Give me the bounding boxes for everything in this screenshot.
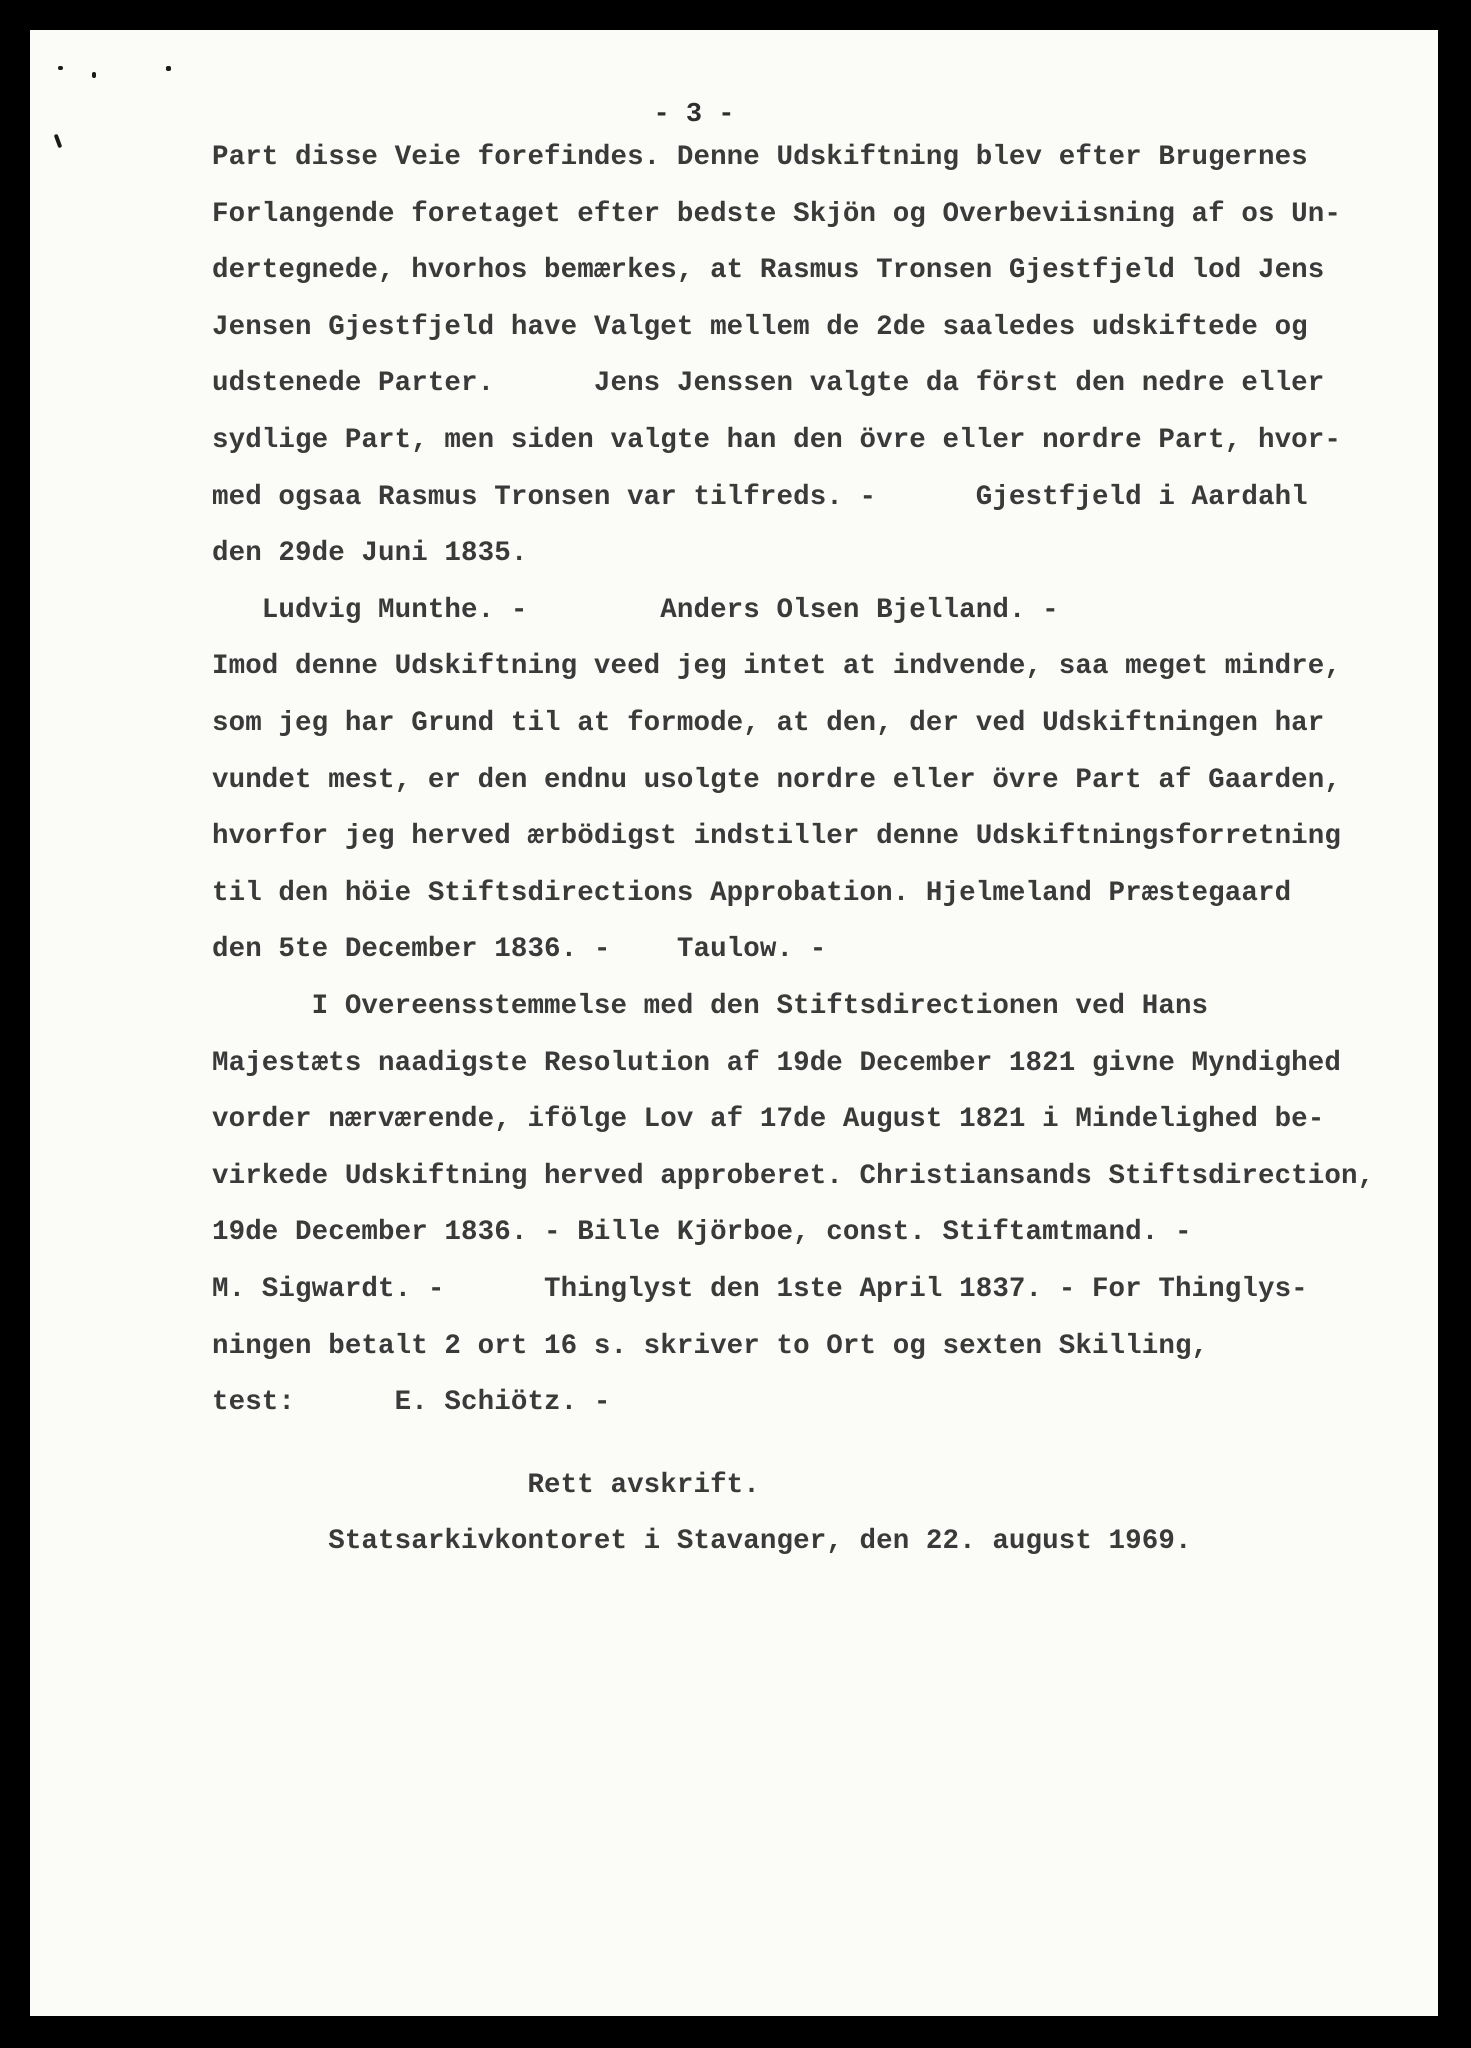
text-line: ningen betalt 2 ort 16 s. skriver to Ort og sexten Skilling, — [212, 1331, 1209, 1362]
text-line: udstenede Parter. Jens Jenssen valgte da först den nedre eller — [212, 368, 1325, 399]
text-line: I Overeensstemmelse med den Stiftsdirectionen ved Hans — [212, 991, 1209, 1022]
text-line: hvorfor jeg herved ærbödigst indstiller denne Udskiftningsforretning — [212, 821, 1341, 852]
scan-speck — [92, 72, 96, 78]
text-line: til den höie Stiftsdirections Approbation. Hjelmeland Præstegaard — [212, 878, 1292, 909]
text-line: den 5te December 1836. - Taulow. - — [212, 934, 827, 965]
text-line: 19de December 1836. - Bille Kjörboe, const. Stiftamtmand. - — [212, 1217, 1192, 1248]
text-line: test: E. Schiötz. - — [212, 1387, 611, 1418]
text-line: Ludvig Munthe. - Anders Olsen Bjelland. - — [212, 595, 1059, 626]
text-line: M. Sigwardt. - Thinglyst den 1ste April 1837. - For Thinglys- — [212, 1274, 1308, 1305]
scan-speck — [58, 66, 63, 70]
text-line: virkede Udskiftning herved approberet. Christiansands Stiftsdirection, — [212, 1161, 1375, 1192]
text-line: dertegnede, hvorhos bemærkes, at Rasmus Tronsen Gjestfjeld lod Jens — [212, 255, 1325, 286]
text-line: Forlangende foretaget efter bedste Skjön og Overbeviisning af os Un- — [212, 199, 1341, 230]
text-line: Majestæts naadigste Resolution af 19de December 1821 givne Myndighed — [212, 1048, 1341, 1079]
document-page — [30, 30, 1438, 2016]
scan-speck — [166, 66, 171, 71]
text-line: Imod denne Udskiftning veed jeg intet at indvende, saa meget mindre, — [212, 651, 1341, 682]
scan-speck — [54, 134, 63, 149]
text-line: sydlige Part, men siden valgte han den övre eller nordre Part, hvor- — [212, 425, 1341, 456]
text-line: vundet mest, er den endnu usolgte nordre eller övre Part af Gaarden, — [212, 765, 1341, 796]
text-line: vorder nærværende, ifölge Lov af 17de August 1821 i Mindelighed be- — [212, 1104, 1325, 1135]
text-line: Statsarkivkontoret i Stavanger, den 22. august 1969. — [212, 1526, 1192, 1557]
text-line: Jensen Gjestfjeld have Valget mellem de 2de saaledes udskiftede og — [212, 312, 1308, 343]
text-line: som jeg har Grund til at formode, at den, der ved Udskiftningen har — [212, 708, 1325, 739]
text-line: Part disse Veie forefindes. Denne Udskiftning blev efter Brugernes — [212, 142, 1308, 173]
text-line: Rett avskrift. — [212, 1470, 760, 1501]
text-line: den 29de Juni 1835. — [212, 538, 528, 569]
text-line: med ogsaa Rasmus Tronsen var tilfreds. - Gjestfjeld i Aardahl — [212, 482, 1308, 513]
page-number: - 3 - — [653, 100, 735, 130]
